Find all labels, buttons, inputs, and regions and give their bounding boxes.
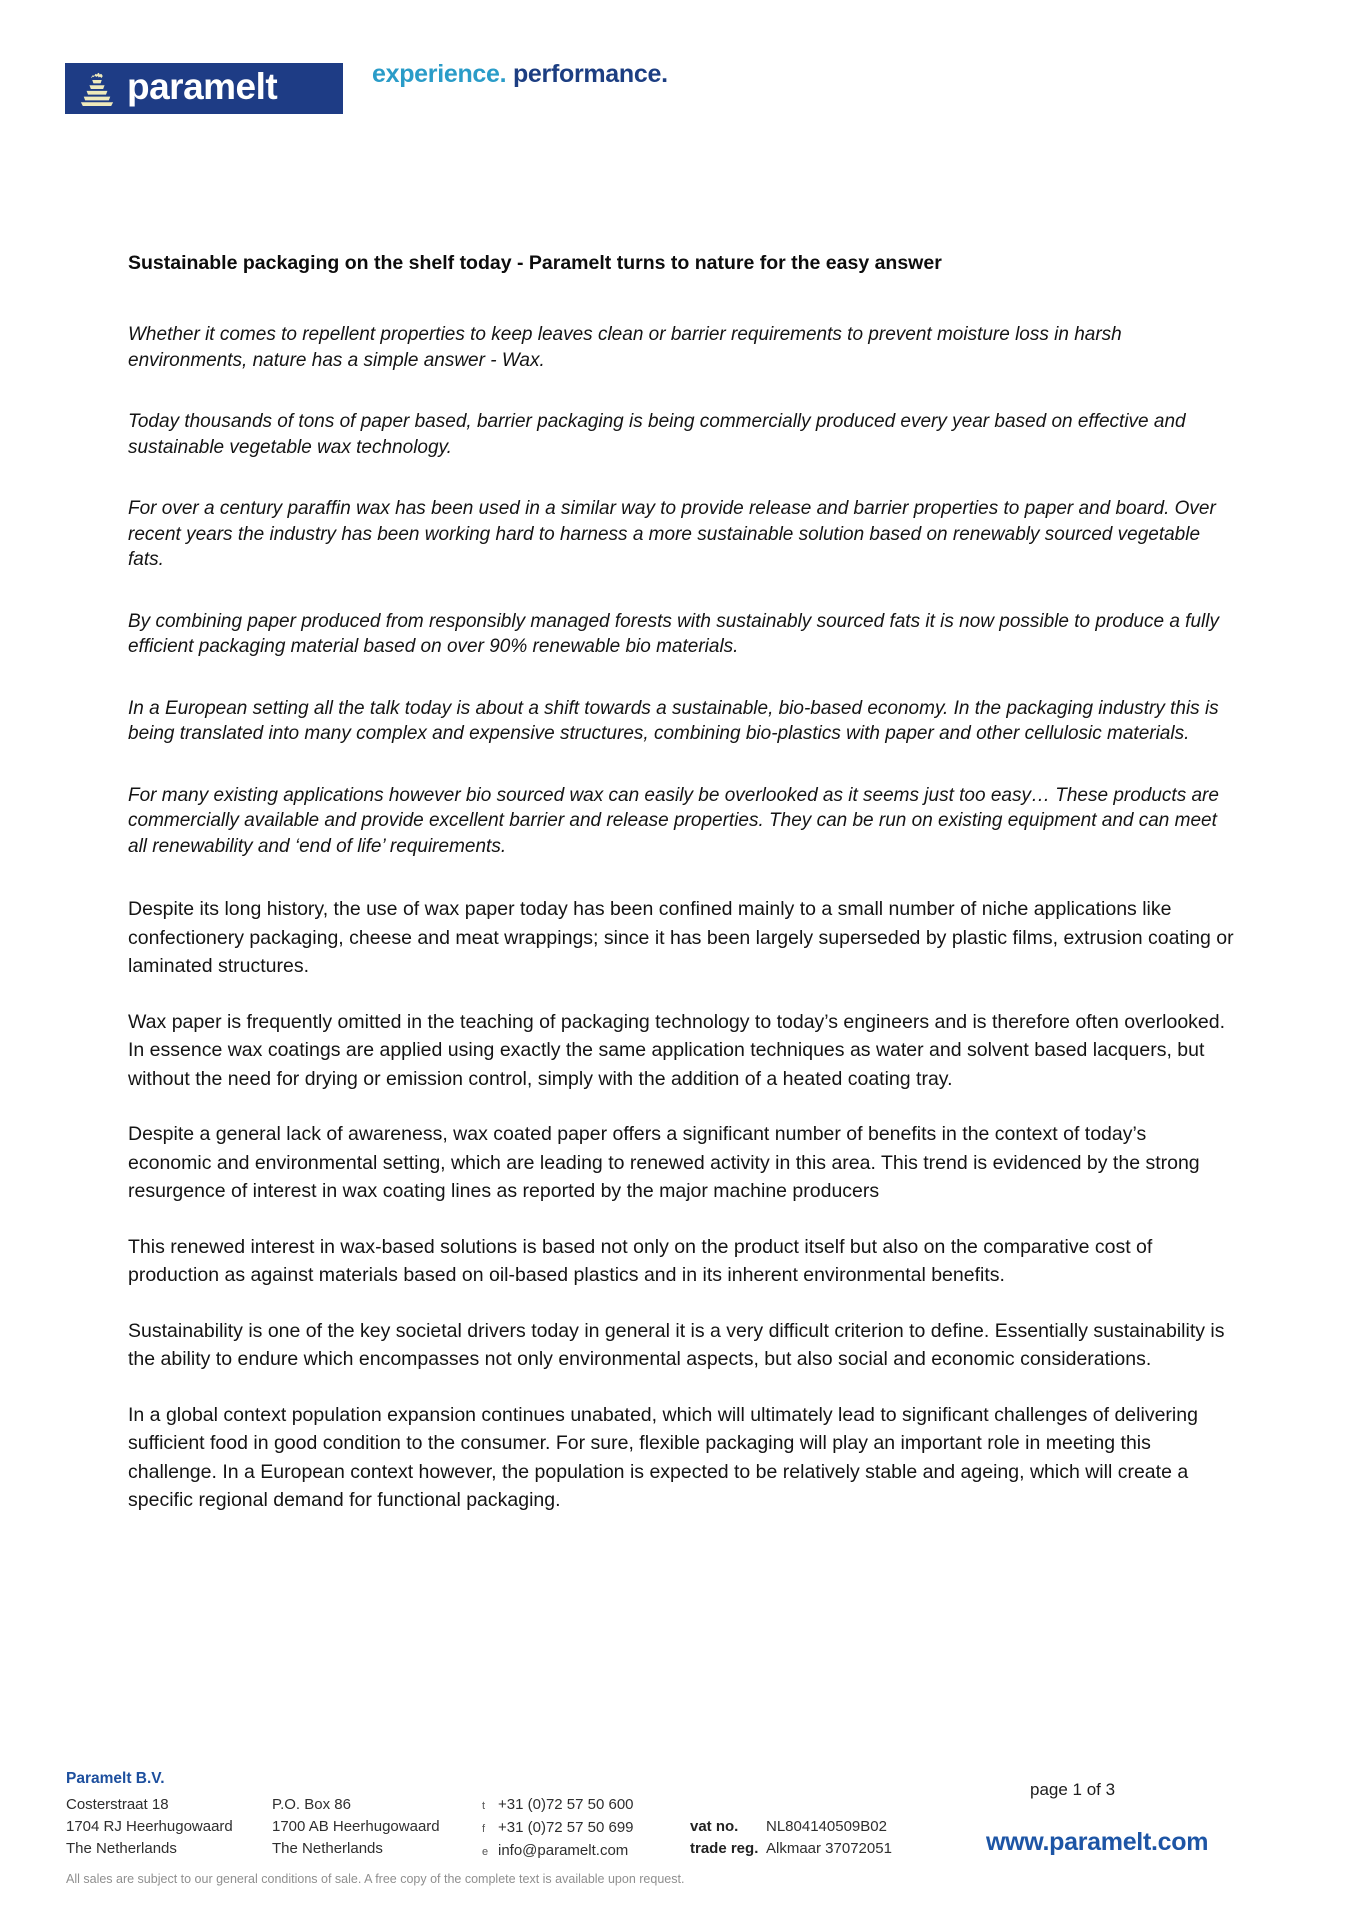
intro-paragraph: Today thousands of tons of paper based, barrier packaging is being commercially produced every year based on effective and sustainable vegetable wax technology. bbox=[128, 411, 1186, 458]
fax-number: +31 (0)72 57 50 699 bbox=[498, 1819, 634, 1836]
vat-row bbox=[690, 1816, 892, 1838]
website-link[interactable]: www.paramelt.com bbox=[986, 1828, 1209, 1856]
body-paragraph: In a global context population expansion continues unabated, which will ultimately lead to significant challenges of delivering sufficient food in good condition to the consumer. For sure, flexible packaging will play an important role in meeting this challenge. In a European context however, the population is expected to be relatively stable and ageing, which will create a specific regional demand for functional packaging. bbox=[128, 1403, 1198, 1512]
paramelt-logo bbox=[65, 63, 343, 114]
body-paragraph: Sustainability is one of the key societal drivers today in general it is a very difficult criterion to define. Essentially sustainability is the ability to endure which encompasses not only environmental aspects, but also social and economic considerations. bbox=[128, 1319, 1225, 1371]
phone-number: +31 (0)72 57 50 600 bbox=[498, 1796, 634, 1813]
fax-line bbox=[482, 1817, 682, 1840]
body-paragraph: Despite a general lack of awareness, wax coated paper offers a significant number of benefits in the context of today’s economic and environmental setting, which are leading to renewed activity in this area. This trend is evidenced by the strong resurgence of interest in wax coating lines as reported by the major machine producers bbox=[128, 1123, 1200, 1203]
tagline-experience: experience. bbox=[372, 60, 507, 88]
phone-prefix: t bbox=[482, 1800, 486, 1812]
address-line: P.O. Box 86 bbox=[272, 1796, 351, 1813]
logo-tagline bbox=[372, 60, 668, 89]
trade-reg-number: Alkmaar 37072051 bbox=[766, 1840, 892, 1857]
logo-wordmark: paramelt bbox=[127, 66, 278, 107]
intro-paragraph: For many existing applications however bio sourced wax can easily be overlooked as it seems just too easy… These products are commercially available and provide excellent barrier and release properties. They can be run on existing equipment and can meet all renewability and ‘end of life’ requirements. bbox=[128, 784, 1219, 857]
address-line: 1700 AB Heerhugowaard bbox=[272, 1818, 440, 1835]
email-address: info@paramelt.com bbox=[498, 1842, 629, 1859]
page-title: Sustainable packaging on the shelf today - Paramelt turns to nature for the easy answer bbox=[128, 252, 942, 274]
footer-address-block bbox=[66, 1794, 682, 1863]
address-line: The Netherlands bbox=[272, 1840, 383, 1857]
email-prefix: e bbox=[482, 1846, 489, 1858]
intro-paragraph: Whether it comes to repellent properties to keep leaves clean or barrier requirements to prevent moisture loss in harsh environments, nature has a simple answer - Wax. bbox=[128, 324, 1122, 371]
footer-postal-address bbox=[272, 1794, 482, 1863]
page-number-indicator: page 1 of 3 bbox=[1030, 1780, 1116, 1799]
footer-contact-block bbox=[482, 1794, 682, 1863]
wax-drip-squiggle bbox=[91, 72, 102, 77]
sales-conditions-disclaimer: All sales are subject to our general conditions of sale. A free copy of the complete text is available upon request. bbox=[66, 1872, 685, 1886]
intro-paragraph: In a European setting all the talk today is about a shift towards a sustainable, bio-based economy. In the packaging industry this is being translated into many complex and expensive structures, combining bio-plastics with paper and other cellulosic materials. bbox=[128, 697, 1219, 745]
wax-layer-pyramid-icon bbox=[78, 71, 116, 107]
tagline-performance: performance. bbox=[512, 60, 668, 88]
intro-paragraph: By combining paper produced from responsibly managed forests with sustainably sourced fats it is now possible to produce a fully efficient packaging material based on over 90% renewable bio materials. bbox=[128, 610, 1219, 658]
footer-street-address bbox=[66, 1794, 272, 1863]
footer-company-name: Paramelt B.V. bbox=[66, 1770, 165, 1787]
address-line: Costerstraat 18 bbox=[66, 1796, 169, 1813]
trade-reg-label: trade reg. bbox=[690, 1840, 759, 1857]
intro-paragraph: For over a century paraffin wax has been used in a similar way to provide release and barrier properties to paper and board. Over recent years the industry has been working hard to harness a more sustainable solution based on renewably sourced vegetable fats. bbox=[128, 498, 1216, 571]
email-line bbox=[482, 1840, 682, 1863]
vat-number: NL804140509B02 bbox=[766, 1818, 887, 1835]
body-paragraph: Wax paper is frequently omitted in the teaching of packaging technology to today’s engineers and is therefore often overlooked. In essence wax coatings are applied using exactly the same application techniques as water and solvent based lacquers, but without the need for drying or emission control, simply with the addition of a heated coating tray. bbox=[128, 1010, 1226, 1090]
footer-registration-block bbox=[690, 1816, 892, 1860]
phone-line bbox=[482, 1794, 682, 1817]
address-line: The Netherlands bbox=[66, 1840, 177, 1857]
address-line: 1704 RJ Heerhugowaard bbox=[66, 1818, 233, 1835]
body-paragraph: This renewed interest in wax-based solutions is based not only on the product itself but also on the comparative cost of production as against materials based on oil-based plastics and in its inherent environmental benefits. bbox=[128, 1235, 1153, 1287]
vat-label: vat no. bbox=[690, 1818, 739, 1835]
fax-prefix: f bbox=[482, 1823, 486, 1835]
body-paragraph: Despite its long history, the use of wax paper today has been confined mainly to a small number of niche applications like confectionery packaging, cheese and meat wrappings; since it has been largely superseded by plastic films, extrusion coating or laminated structures. bbox=[128, 898, 1234, 978]
document-body bbox=[128, 252, 1234, 1542]
trade-reg-row bbox=[690, 1838, 892, 1860]
